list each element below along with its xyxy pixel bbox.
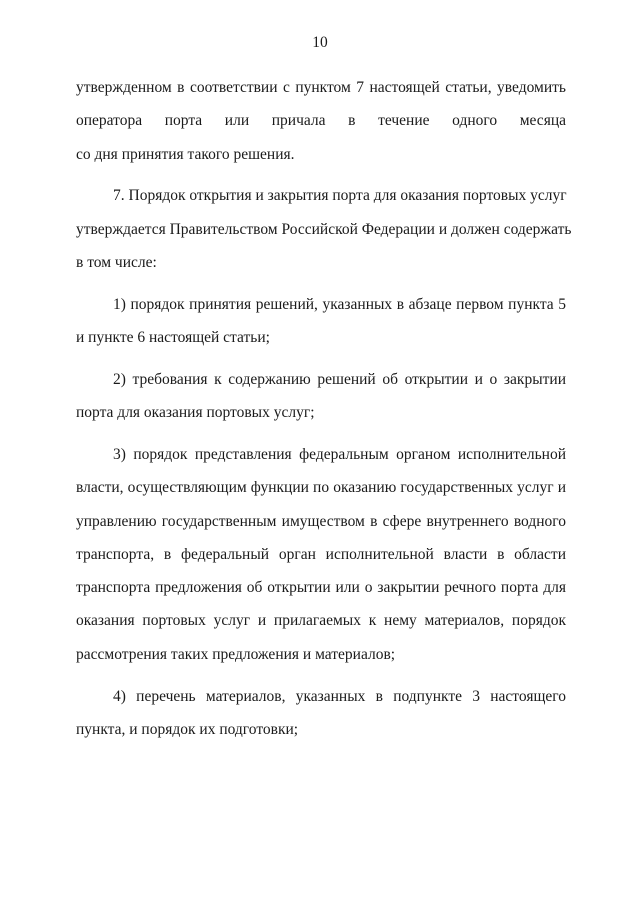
text-line: 7. Порядок открытия и закрытия порта для оказания портовых услуг (113, 187, 567, 205)
text-line: рассмотрения таких предложения и материалов; (76, 645, 396, 663)
paragraph-subitem-1 (76, 288, 566, 355)
paragraph-item-7 (76, 179, 572, 279)
text-line: порта для оказания портовых услуг; (76, 404, 315, 422)
text-line: власти, осуществляющим функции по оказанию государственных услуг и (76, 479, 566, 497)
text-line: оператора порта или причала в течение одного месяца (76, 112, 566, 130)
text-line: управлению государственным имуществом в сфере внутреннего водного (76, 512, 566, 530)
paragraph-continuation (76, 71, 566, 171)
text-line: пункта, и порядок их подготовки; (76, 720, 299, 738)
text-line: оказания портовых услуг и прилагаемых к нему материалов, порядок (76, 612, 566, 630)
page-number: 10 (312, 34, 328, 51)
text-line: утвержденном в соответствии с пунктом 7 настоящей статьи, уведомить (76, 79, 566, 96)
text-line: 3) порядок представления федеральным органом исполнительной (113, 445, 566, 463)
document-body (76, 71, 572, 746)
text-line: и пункте 6 настоящей статьи; (76, 329, 270, 347)
paragraph-subitem-3 (76, 438, 566, 671)
paragraph-subitem-2 (76, 363, 566, 430)
paragraph-subitem-4 (76, 680, 566, 747)
text-line: 1) порядок принятия решений, указанных в абзаце первом пункта 5 (113, 295, 566, 313)
text-line: со дня принятия такого решения. (76, 145, 295, 163)
text-line: транспорта предложения об открытии или о закрытии речного порта для (76, 579, 566, 597)
text-line: 2) требования к содержанию решений об открытии и о закрытии (113, 370, 566, 388)
text-line: 4) перечень материалов, указанных в подпункте 3 настоящего (113, 687, 566, 705)
text-line: утверждается Правительством Российской Федерации и должен содержать (76, 220, 572, 238)
text-line: транспорта, в федеральный орган исполнительной власти в области (76, 545, 566, 563)
text-line: в том числе: (76, 253, 157, 271)
